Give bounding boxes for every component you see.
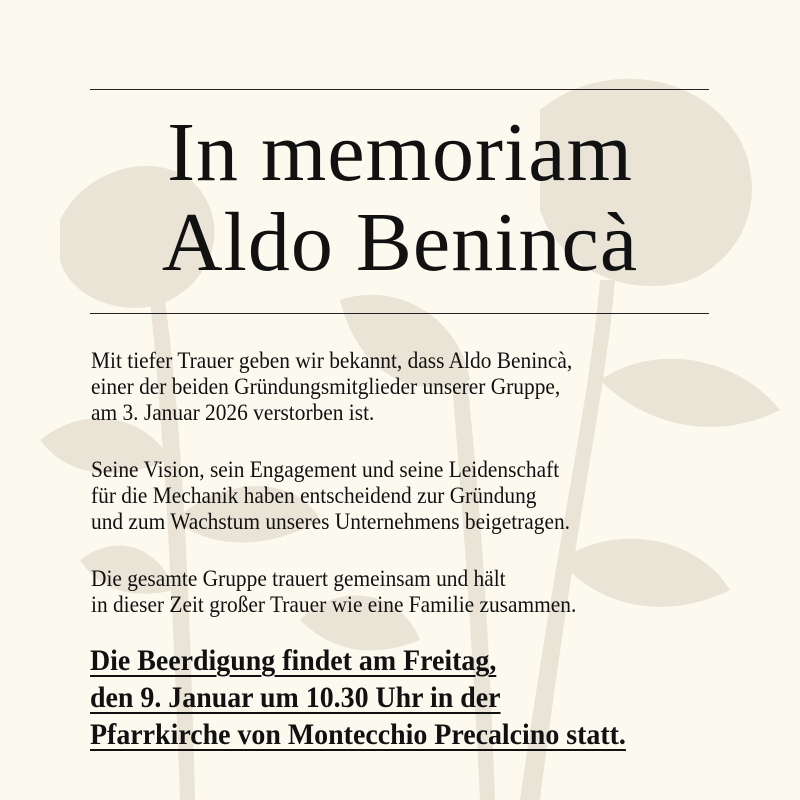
tribute-paragraph xyxy=(91,457,606,535)
text-line: Die gesamte Gruppe trauert gemeinsam und hält xyxy=(91,566,506,591)
text-line: Seine Vision, sein Engagement und seine Leidenschaft xyxy=(91,457,560,482)
funeral-notice xyxy=(90,642,666,753)
condolence-paragraph xyxy=(91,566,613,618)
text-line: Mit tiefer Trauer geben wir bekannt, dass Aldo Benincà, xyxy=(91,348,573,373)
top-divider xyxy=(90,89,709,90)
announcement-paragraph xyxy=(91,348,608,426)
text-line: für die Mechanik haben entscheidend zur Gründung xyxy=(91,483,537,508)
text-line: in dieser Zeit großer Trauer wie eine Familie zusammen. xyxy=(91,592,577,617)
text-line: einer der beiden Gründungsmitglieder unserer Gruppe, xyxy=(91,374,561,399)
text-line: und zum Wachstum unseres Unternehmens beigetragen. xyxy=(91,509,571,534)
funeral-line: Pfarrkirche von Montecchio Precalcino statt. xyxy=(90,718,626,751)
bottom-divider xyxy=(90,313,709,314)
funeral-line: Die Beerdigung findet am Freitag, xyxy=(90,644,497,677)
title-line-1: In memoriam xyxy=(167,106,633,199)
text-line: am 3. Januar 2026 verstorben ist. xyxy=(91,400,375,425)
funeral-line: den 9. Januar um 10.30 Uhr in der xyxy=(90,681,501,714)
title-line-2: Aldo Benincà xyxy=(161,196,639,289)
